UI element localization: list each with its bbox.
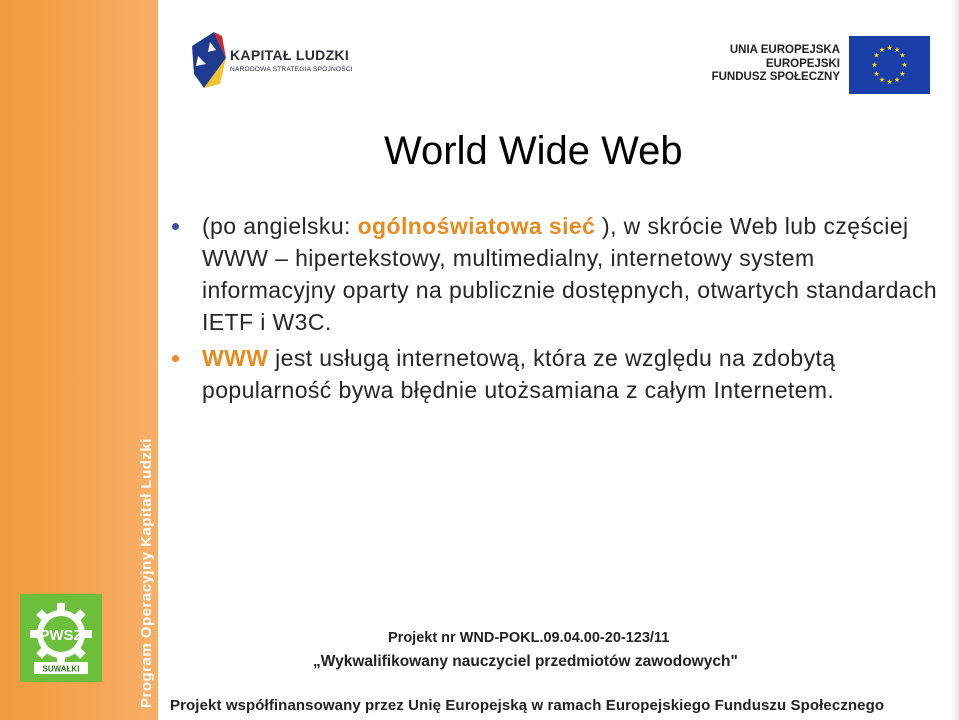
svg-text:★: ★	[873, 52, 880, 60]
kapital-ludzki-subtitle: NARODOWA STRATEGIA SPÓJNOŚCI	[230, 66, 353, 73]
svg-text:★: ★	[899, 52, 906, 60]
right-edge-shadow	[951, 0, 959, 720]
bullet-list	[168, 210, 938, 410]
project-title: „Wykwalifikowany nauczyciel przedmiotów zawodowych"	[313, 653, 738, 670]
bullet-1-post: ), w skrócie Web lub częściej WWW – hipertekstowy, multimedialny, internetowy system informacyjny oparty na publicznie dostępnych, otwartych standardach IETF i W3C.	[202, 213, 938, 335]
svg-text:★: ★	[873, 71, 880, 78]
bullet-2-highlight: WWW	[202, 345, 269, 371]
bullet-item-2	[168, 342, 938, 406]
svg-text:★: ★	[893, 47, 901, 54]
svg-text:★: ★	[901, 62, 908, 69]
program-vertical-label: Program Operacyjny Kapitał Ludzki	[138, 438, 155, 708]
bullet-1-highlight-link[interactable]: ogólnoświatowa sieć	[357, 213, 596, 239]
bullet-item-1	[168, 210, 938, 338]
eu-line-1: UNIA EUROPEJSKA	[729, 44, 840, 56]
slide-title: World Wide Web	[384, 129, 683, 173]
eu-line-3: FUNDUSZ SPOŁECZNY	[711, 71, 840, 83]
svg-text:★: ★	[886, 79, 893, 86]
bullet-dot-icon	[172, 223, 179, 230]
eu-line-2: EUROPEJSKI	[765, 57, 840, 70]
cofinanced-note: Projekt współfinansowany przez Unię Europejską w ramach Europejskiego Funduszu Społecznego	[170, 697, 885, 714]
pwsz-suwalki-logo	[20, 594, 102, 682]
svg-text:★: ★	[878, 47, 886, 54]
svg-text:★: ★	[899, 71, 906, 78]
kapital-ludzki-title: KAPITAŁ LUDZKI	[230, 47, 350, 63]
project-number: Projekt nr WND-POKL.09.04.00-20-123/11	[388, 630, 670, 646]
svg-text:★: ★	[871, 62, 878, 69]
svg-text:★: ★	[878, 77, 886, 84]
pwsz-logo-text: PWSZ	[39, 627, 83, 644]
bullet-1-pre: (po angielsku:	[202, 213, 358, 239]
svg-text:★: ★	[886, 45, 893, 52]
bullet-2-post: jest usługą internetową, która ze względu na zdobytą popularność bywa błędnie utożsamiana z całym Internetem.	[202, 345, 836, 403]
svg-text:★: ★	[893, 77, 901, 84]
bullet-dot-icon	[172, 355, 179, 362]
eu-logo-text	[712, 44, 840, 85]
pwsz-logo-sub: SUWAŁKI	[42, 664, 80, 674]
eu-flag-icon	[849, 36, 930, 94]
